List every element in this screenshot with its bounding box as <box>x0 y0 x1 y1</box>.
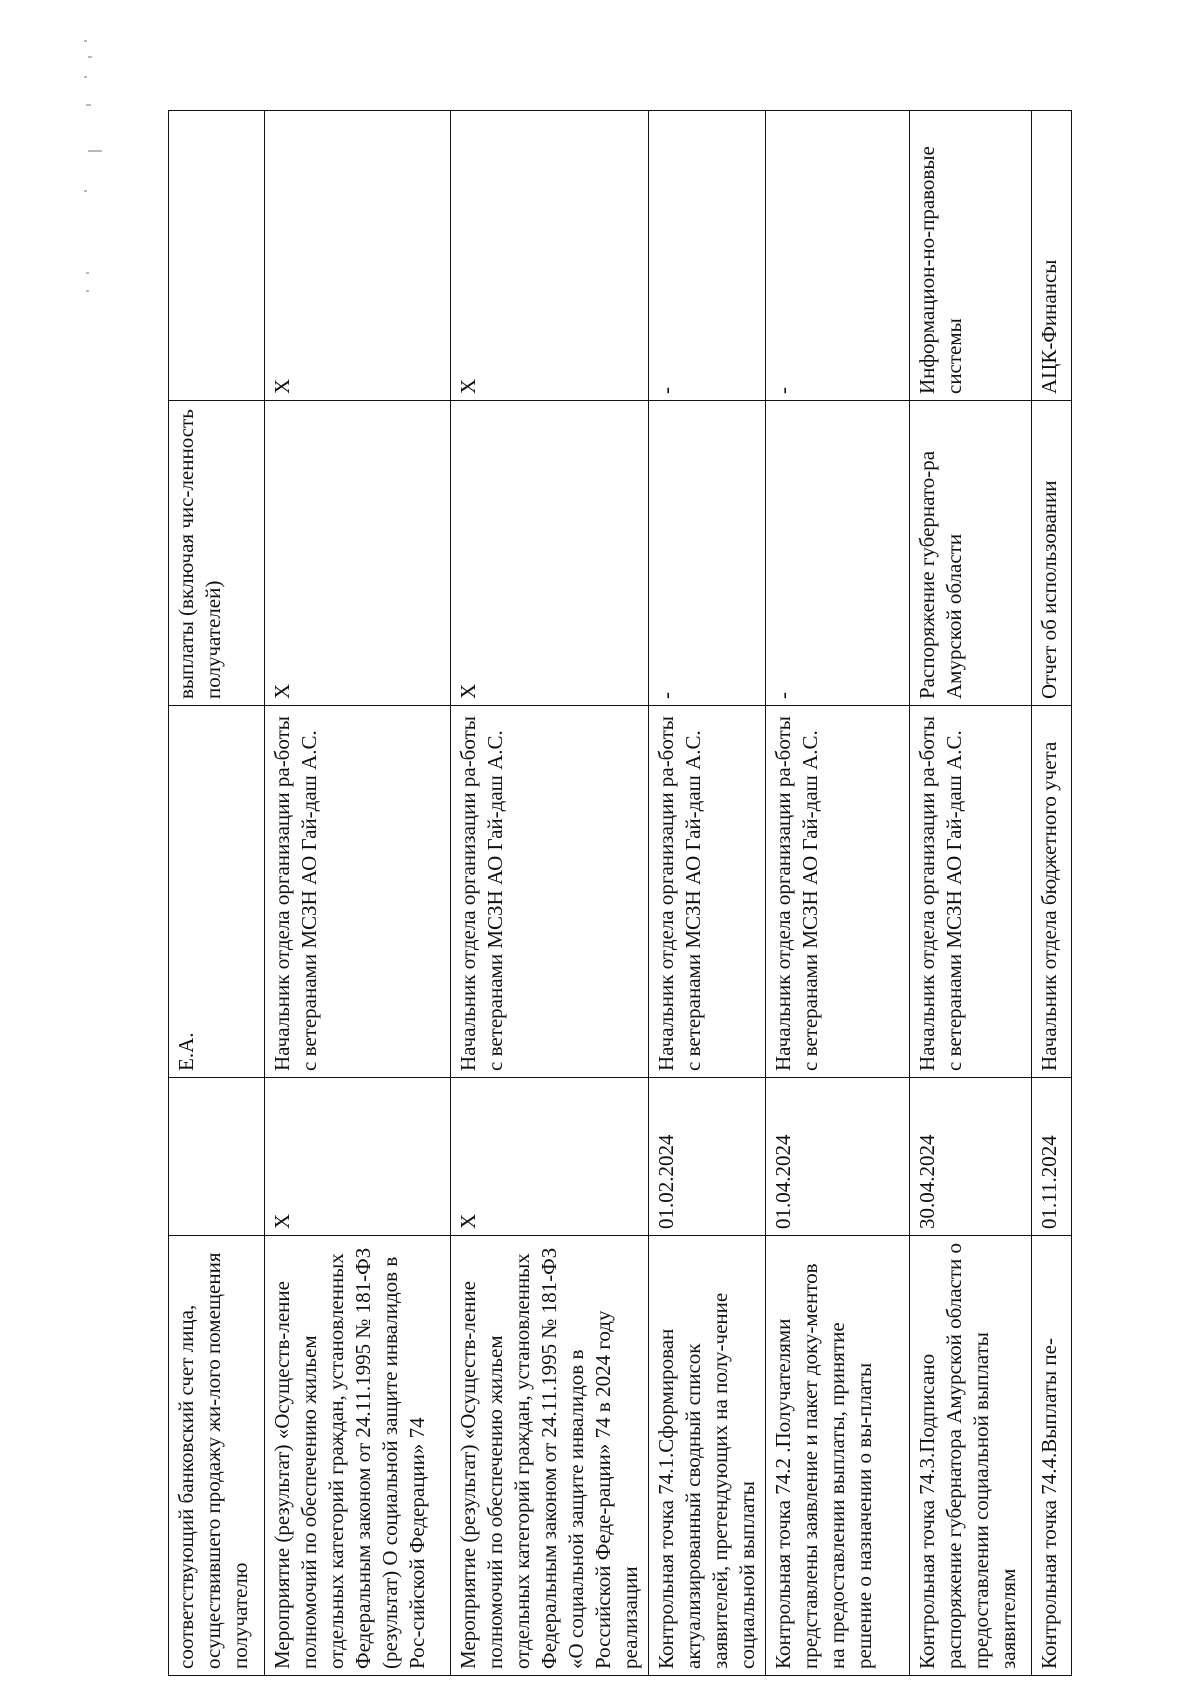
table-row <box>766 111 910 1676</box>
system-cell: - <box>766 111 910 401</box>
table-row <box>649 111 766 1676</box>
date-cell: 01.04.2024 <box>766 1078 910 1236</box>
responsible-cell: Начальник отдела организации ра-боты с ветеранами МСЗН АО Гай-даш А.С. <box>649 706 766 1078</box>
responsible-cell: Начальник отдела бюджетного учета <box>1032 706 1072 1078</box>
scan-mark <box>86 290 89 292</box>
scan-mark <box>86 272 89 274</box>
scan-mark <box>84 76 87 78</box>
document-cell: выплаты (включая чис-ленность получателей) <box>169 401 265 706</box>
date-cell <box>169 1078 265 1236</box>
date-cell: 30.04.2024 <box>910 1078 1032 1236</box>
date-cell: X <box>451 1078 649 1236</box>
document-cell: Распоряжение губернато-ра Амурской области <box>910 401 1032 706</box>
table-row <box>169 111 265 1676</box>
document-cell: - <box>766 401 910 706</box>
event-cell: Контрольная точка 74.1.Сформирован актуализированный сводный список заявителей, претендующих на полу-чение социальной выплаты <box>649 1236 766 1676</box>
document-cell: X <box>265 401 451 706</box>
responsible-cell: Начальник отдела организации ра-боты с ветеранами МСЗН АО Гай-даш А.С. <box>265 706 451 1078</box>
system-cell: - <box>649 111 766 401</box>
responsible-cell: Начальник отдела организации ра-боты с ветеранами МСЗН АО Гай-даш А.С. <box>910 706 1032 1078</box>
implementation-plan-table <box>168 110 1072 1676</box>
document-cell: - <box>649 401 766 706</box>
scan-mark <box>86 104 91 106</box>
system-cell: X <box>451 111 649 401</box>
date-cell: X <box>265 1078 451 1236</box>
document-cell: X <box>451 401 649 706</box>
event-cell: Контрольная точка 74.3.Подписано распоряжение губернатора Амурской области о предоставлении социальной выплаты заявителям <box>910 1236 1032 1676</box>
event-cell: Контрольная точка 74.2 .Получателями представлены заявление и пакет доку-ментов на предоставлении выплаты, принятие решение о назначении о вы-платы <box>766 1236 910 1676</box>
event-cell: Мероприятие (результат) «Осуществ-ление полномочий по обеспечению жильем отдельных категорий граждан, установленных Федеральным законом от 24.11.1995 № 181-ФЗ (результат) О социальной защите инвалидов в Рос-сийской Федерации» 74 <box>265 1236 451 1676</box>
system-cell: Информацион-но-правовые системы <box>910 111 1032 401</box>
system-cell: АЦК-Финансы <box>1032 111 1072 401</box>
table-row <box>265 111 451 1676</box>
responsible-cell: Начальник отдела организации ра-боты с ветеранами МСЗН АО Гай-даш А.С. <box>766 706 910 1078</box>
event-cell: Контрольная точка 74.4.Выплаты пе- <box>1032 1236 1072 1676</box>
scan-mark <box>84 40 87 42</box>
date-cell: 01.11.2024 <box>1032 1078 1072 1236</box>
responsible-cell: Е.А. <box>169 706 265 1078</box>
system-cell <box>169 111 265 401</box>
rotated-page <box>168 111 1176 1676</box>
responsible-cell: Начальник отдела организации ра-боты с ветеранами МСЗН АО Гай-даш А.С. <box>451 706 649 1078</box>
date-cell: 01.02.2024 <box>649 1078 766 1236</box>
event-cell: соответствующий банковский счет лица, осуществившего продажу жи-лого помещения получателю <box>169 1236 265 1676</box>
scan-mark <box>88 150 102 152</box>
system-cell: X <box>265 111 451 401</box>
scan-mark <box>88 56 92 58</box>
scan-mark <box>84 190 87 192</box>
table-row <box>1032 111 1072 1676</box>
event-cell: Мероприятие (результат) «Осуществ-ление полномочий по обеспечению жильем отдельных категорий граждан, установленных Федеральным законом от 24.11.1995 № 181-ФЗ «О социальной защите инвалидов в Российской Феде-рации» 74 в 2024 году реализации <box>451 1236 649 1676</box>
table-row <box>451 111 649 1676</box>
document-cell: Отчет об использовании <box>1032 401 1072 706</box>
table-row <box>910 111 1032 1676</box>
